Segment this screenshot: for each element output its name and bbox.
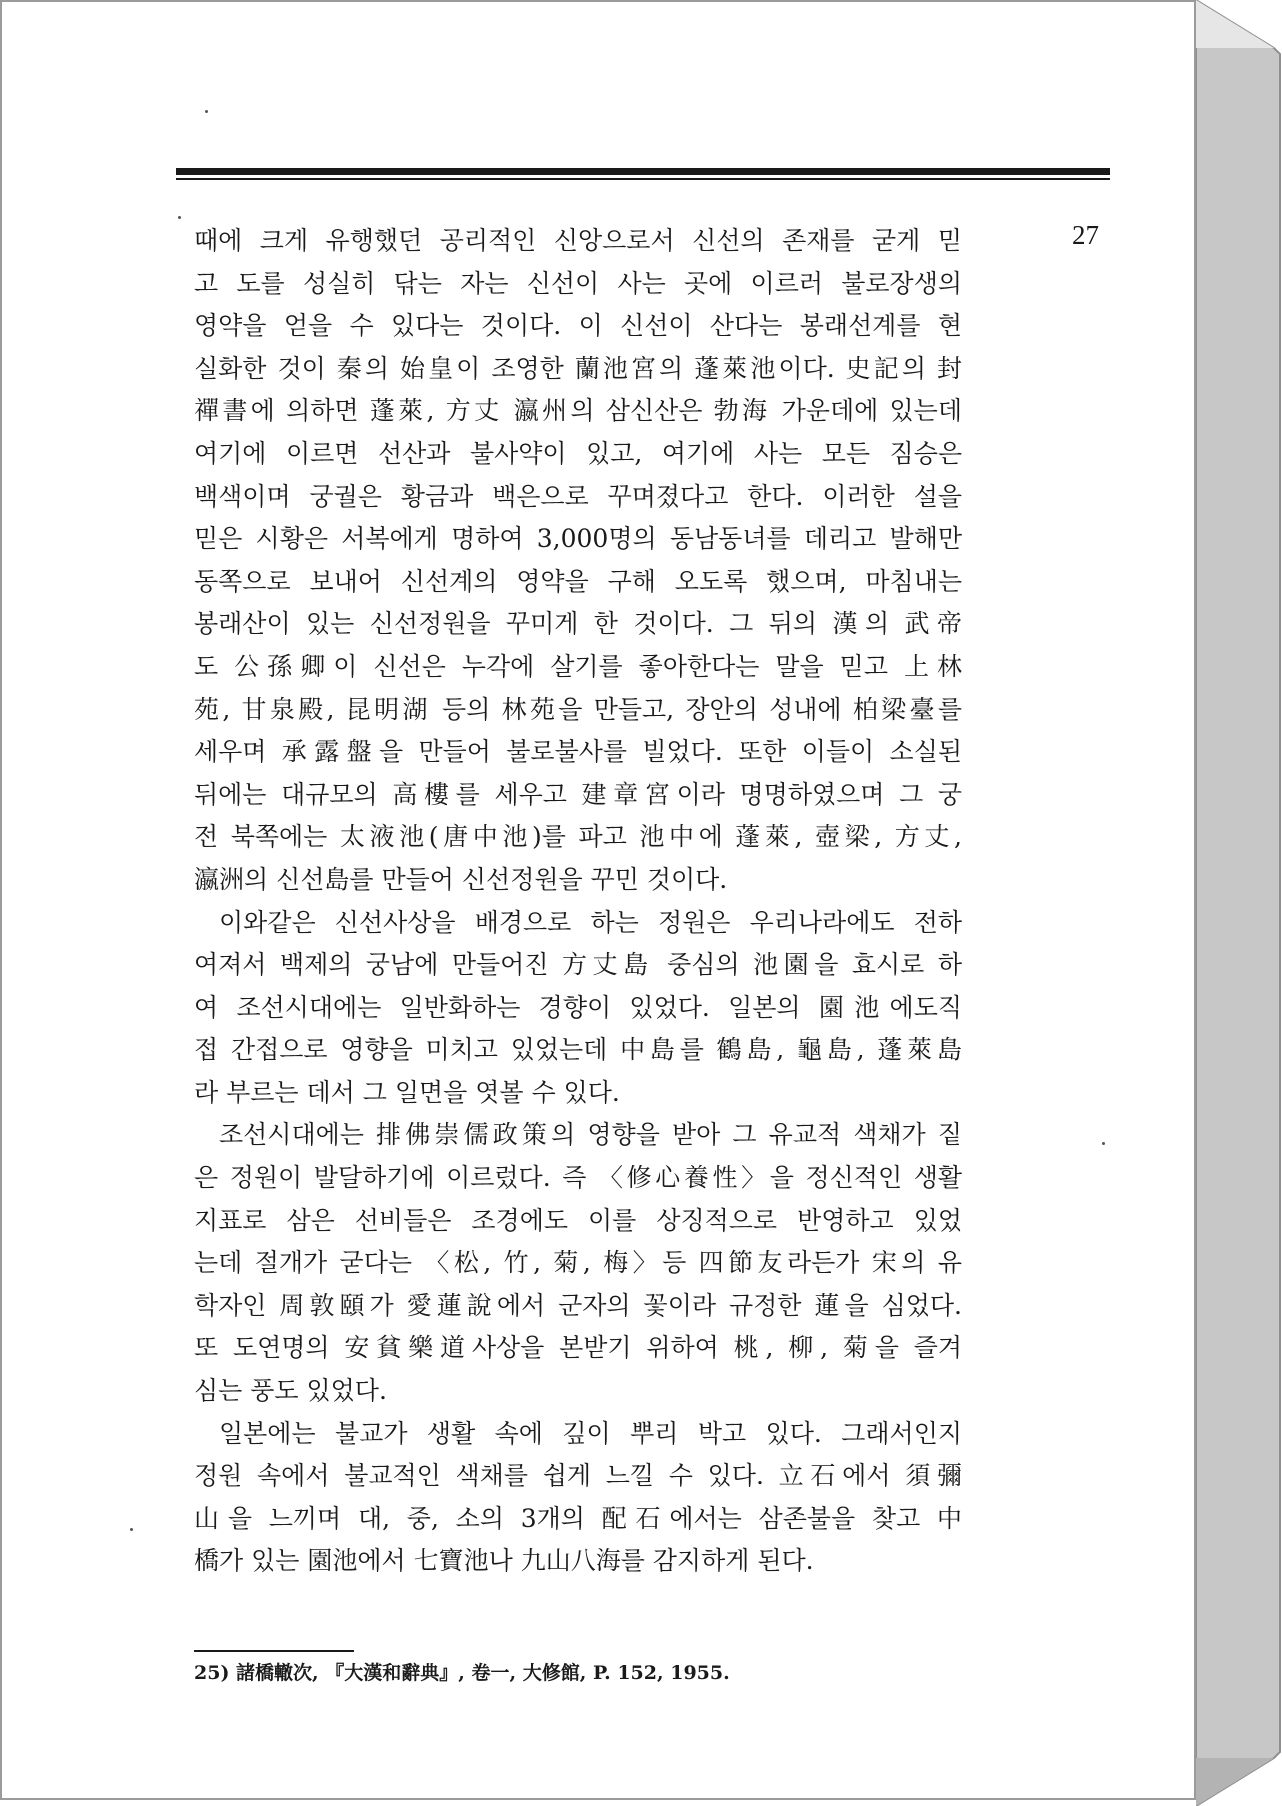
- text-line: 여져서 백제의 궁남에 만들어진 方丈島 중심의 池園을 효시로 하: [194, 950, 962, 980]
- footnote-rule: [194, 1650, 354, 1652]
- text-line: 뒤에는 대규모의 高樓를 세우고 建章宮이라 명명하였으며 그 궁: [194, 779, 962, 809]
- text-line: 고 도를 성실히 닦는 자는 신선이 사는 곳에 이르러 불로장생의: [194, 268, 962, 298]
- text-line: 실화한 것이 秦의 始皇이 조영한 蘭池宮의 蓬萊池이다. 史記의 封: [194, 353, 962, 383]
- text-line: 백색이며 궁궐은 황금과 백은으로 꾸며졌다고 한다. 이러한 설을: [194, 481, 962, 511]
- text-line: 영약을 얻을 수 있다는 것이다. 이 신선이 산다는 봉래선계를 현: [194, 311, 962, 341]
- text-line: 禪書에 의하면 蓬萊, 方丈 瀛州의 삼신산은 勃海 가운데에 있는데: [194, 396, 962, 426]
- text-line: 山을 느끼며 대, 중, 소의 3개의 配石에서는 삼존불을 찾고 中: [194, 1503, 962, 1533]
- text-line: 접 간접으로 영향을 미치고 있었는데 中島를 鶴島, 龜島, 蓬萊島: [194, 1035, 962, 1065]
- text-line: 때에 크게 유행했던 공리적인 신앙으로서 신선의 존재를 굳게 믿: [194, 226, 962, 255]
- text-line: 여기에 이르면 선산과 불사약이 있고, 여기에 사는 모든 짐승은: [194, 438, 962, 468]
- footnote: 25) 諸橋轍次, 『大漢和辭典』, 卷一, 大修館, P. 152, 1955.: [194, 1662, 730, 1684]
- text-line: 세우며 承露盤을 만들어 불로불사를 빌었다. 또한 이들이 소실된: [194, 737, 962, 767]
- page-number: 27: [1072, 220, 1099, 250]
- text-line: 조선시대에는 排佛崇儒政策의 영향을 받아 그 유교적 색채가 짙: [219, 1120, 962, 1150]
- text-line: 라 부르는 데서 그 일면을 엿볼 수 있다.: [194, 1077, 620, 1107]
- text-line: 믿은 시황은 서복에게 명하여 3,000명의 동남동녀를 데리고 발해만: [194, 524, 962, 554]
- header-rule: [176, 168, 1110, 175]
- text-line: 은 정원이 발달하기에 이르렀다. 즉 〈修心養性〉을 정신적인 생활: [194, 1163, 962, 1193]
- scan-speck: [205, 110, 208, 113]
- text-line: 瀛洲의 신선島를 만들어 신선정원을 꾸민 것이다.: [194, 864, 728, 894]
- text-line: 심는 풍도 있었다.: [194, 1376, 387, 1406]
- text-line: 학자인 周敦頤가 愛蓮說에서 군자의 꽃이라 규정한 蓮을 심었다.: [194, 1290, 962, 1320]
- text-line: 이와같은 신선사상을 배경으로 하는 정원은 우리나라에도 전하: [219, 907, 962, 937]
- text-line: 苑, 甘泉殿, 昆明湖 등의 林苑을 만들고, 장안의 성내에 柏梁臺를: [194, 694, 962, 724]
- text-line: 지표로 삼은 선비들은 조경에도 이를 상징적으로 반영하고 있었: [194, 1205, 962, 1235]
- scan-speck: [1102, 1142, 1105, 1145]
- text-line: 일본에는 불교가 생활 속에 깊이 뿌리 박고 있다. 그래서인지: [219, 1418, 962, 1448]
- scan-speck: [130, 1528, 133, 1531]
- text-line: 정원 속에서 불교적인 색채를 쉽게 느낄 수 있다. 立石에서 須彌: [194, 1461, 962, 1491]
- text-line: 봉래산이 있는 신선정원을 꾸미게 한 것이다. 그 뒤의 漢의 武帝: [194, 609, 962, 639]
- text-line: 橋가 있는 園池에서 七寶池나 九山八海를 감지하게 된다.: [194, 1546, 814, 1576]
- text-line: 또 도연명의 安貧樂道사상을 본받기 위하여 桃, 柳, 菊을 즐겨: [194, 1333, 962, 1363]
- text-line: 도 公孫卿이 신선은 누각에 살기를 좋아한다는 말을 믿고 上林: [194, 651, 962, 681]
- text-line: 여 조선시대에는 일반화하는 경향이 있었다. 일본의 園池에도직: [194, 992, 962, 1022]
- text-line: 동쪽으로 보내어 신선계의 영약을 구해 오도록 했으며, 마침내는: [194, 566, 962, 596]
- scan-speck: [178, 216, 181, 219]
- header-rule-thin: [176, 178, 1110, 180]
- body-text: [194, 220, 962, 1583]
- text-line: 전 북쪽에는 太液池(唐中池)를 파고 池中에 蓬萊, 壺梁, 方丈,: [194, 822, 962, 852]
- page-edge-shadow: [1196, 0, 1282, 1806]
- text-line: 는데 절개가 굳다는 〈松, 竹, 菊, 梅〉등 四節友라든가 宋의 유: [194, 1248, 962, 1278]
